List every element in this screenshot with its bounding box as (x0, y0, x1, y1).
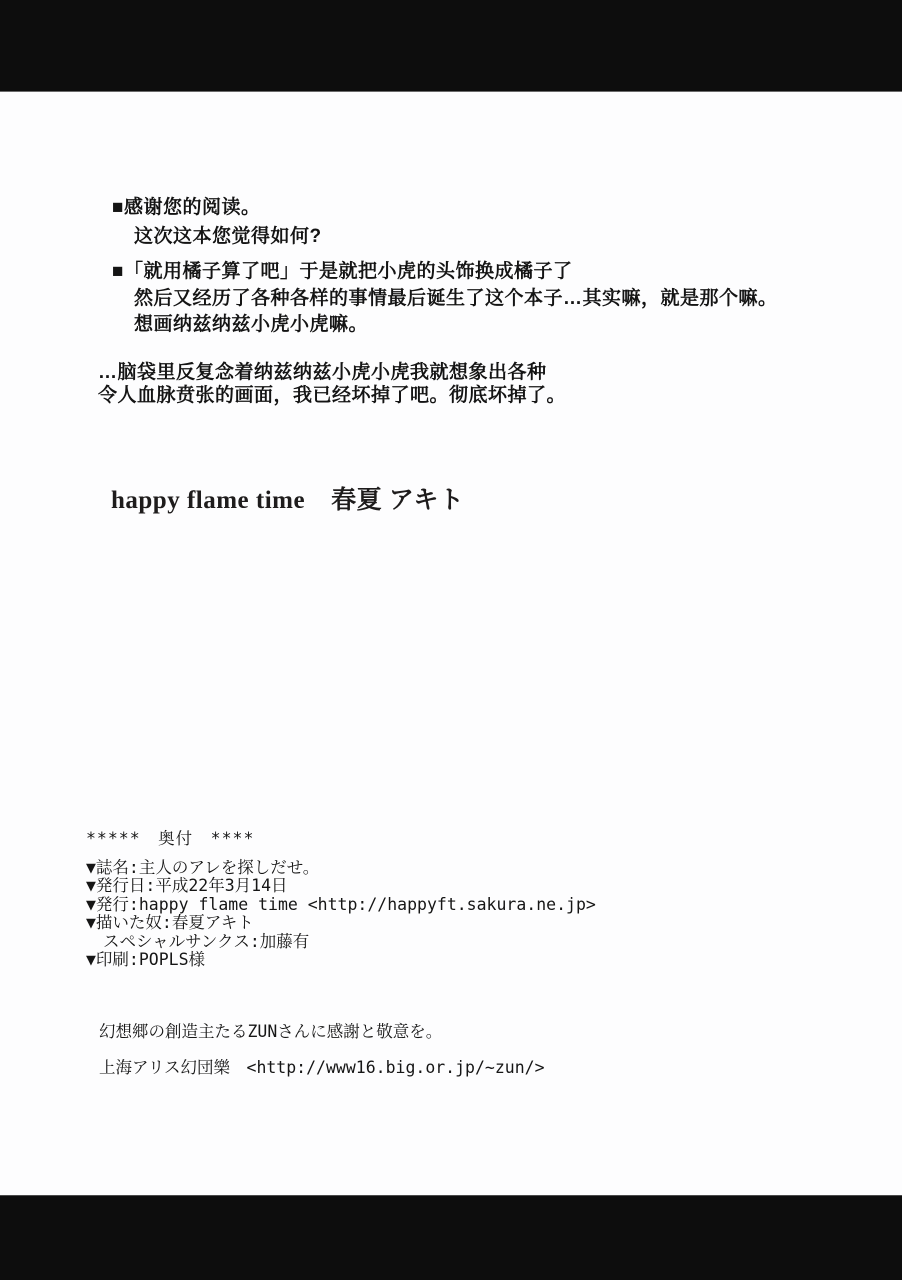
colophon-publish-date: ▼発行日:平成22年3月14日 (86, 876, 288, 896)
reader-thanks-paragraph (112, 193, 322, 251)
colophon-title: ▼誌名:主人のアレを探しだせ。 (86, 858, 320, 877)
shanghai-alice-credit-url: 上海アリス幻団樂 <http://www16.big.or.jp/~zun/> (99, 1058, 545, 1077)
thanks-line-2: 这次这本您觉得如何? (134, 226, 322, 247)
story-line-2: 然后又经历了各种各样的事情最后诞生了这个本子…其实嘛，就是那个嘛。 (134, 287, 778, 309)
author-musing-paragraph (98, 361, 566, 407)
colophon-printing: ▼印刷:POPLS様 (86, 950, 206, 970)
author-signature (111, 480, 464, 516)
colophon-artist: ▼描いた奴:春夏アキト (86, 913, 254, 933)
thanks-line-1: ■感谢您的阅读。 (112, 197, 261, 218)
zun-acknowledgement: 幻想郷の創造主たるZUNさんに感謝と敬意を。 (99, 1022, 443, 1041)
circle-name: happy flame time (111, 487, 306, 514)
colophon-header: ***** 奥付 **** (86, 829, 255, 848)
musing-line-1: …脑袋里反复念着纳兹纳兹小虎小虎我就想象出各种 (98, 362, 547, 383)
bottom-black-scan-border (0, 1195, 902, 1280)
author-name: 春夏 アキト (331, 487, 465, 514)
colophon-details (86, 859, 596, 969)
story-line-3: 想画纳兹纳兹小虎小虎嘛。 (134, 314, 369, 335)
top-black-scan-border (0, 0, 902, 92)
colophon-special-thanks: スペシャルサンクス:加藤有 (103, 931, 310, 951)
musing-line-2: 令人血脉贲张的画面，我已经坏掉了吧。彻底坏掉了。 (98, 385, 567, 406)
story-line-1: ■「就用橘子算了吧」于是就把小虎的头饰换成橘子了 (112, 261, 573, 282)
colophon-publisher-url: ▼発行:happy flame time <http://happyft.sakura.ne.jp> (86, 894, 596, 914)
creation-story-paragraph (112, 259, 778, 339)
